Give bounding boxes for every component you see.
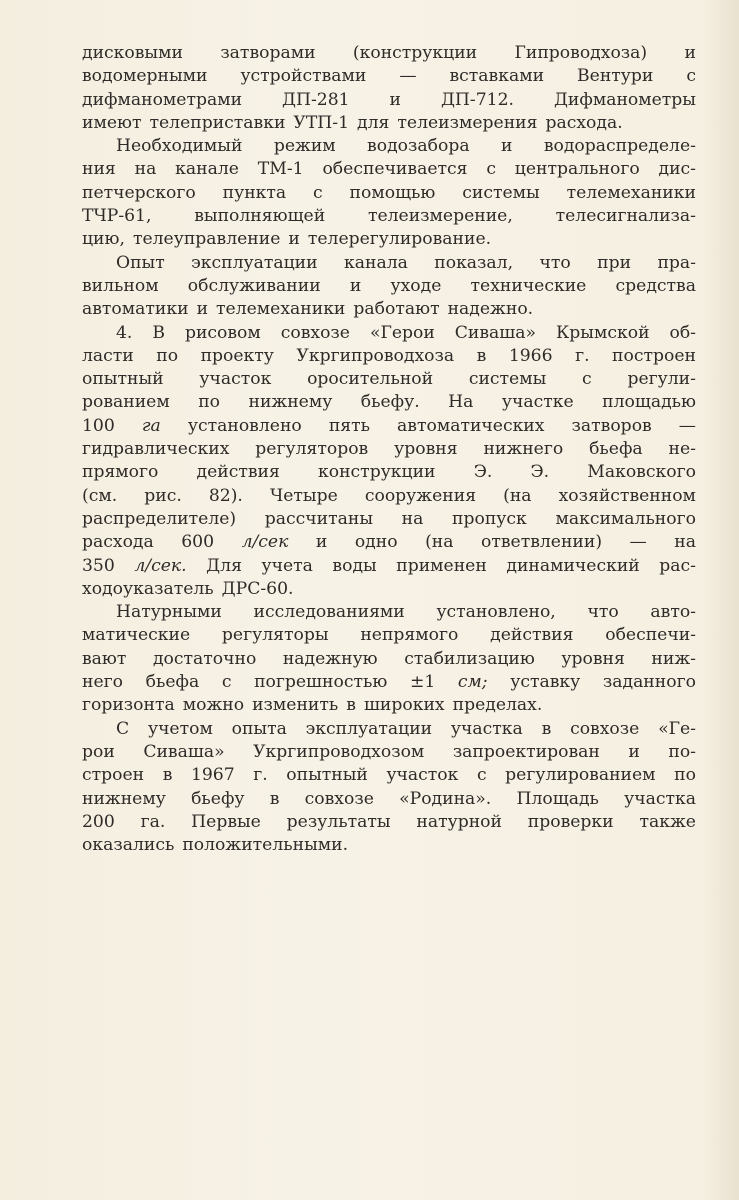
word: Сиваша» <box>143 741 225 762</box>
word: опыта <box>231 718 287 739</box>
word: нижнему <box>248 392 333 413</box>
word: положительными. <box>182 835 349 856</box>
word: также <box>639 811 696 832</box>
word: на <box>401 508 424 529</box>
word: совхозе <box>570 718 640 739</box>
word: горизонта <box>82 695 175 716</box>
word: телемеханики <box>216 299 346 320</box>
word: надежно. <box>447 299 534 320</box>
word: бьефа <box>589 439 643 460</box>
word: рованием <box>82 392 170 413</box>
text-line <box>82 275 696 298</box>
word: вильном <box>82 275 159 296</box>
word: ния <box>82 159 116 180</box>
word: — <box>629 532 647 553</box>
word: установлено <box>187 415 302 436</box>
word: и <box>628 741 640 762</box>
word: водозабора <box>367 136 470 157</box>
word: пределах. <box>452 695 543 716</box>
word: — <box>399 66 417 87</box>
word: в <box>162 765 173 786</box>
word: рассчитаны <box>264 508 373 529</box>
word: уровня <box>394 439 458 460</box>
word: затворами <box>220 43 316 63</box>
word: эксплуатации <box>305 718 433 739</box>
word: натурной <box>416 811 502 832</box>
word: с <box>476 765 487 786</box>
word: регулированием <box>505 765 656 786</box>
word: изменить <box>252 695 339 716</box>
text-line <box>82 648 696 671</box>
word: ТМ-1 <box>257 159 304 180</box>
word: по- <box>668 741 696 762</box>
word: совхозе <box>280 322 350 343</box>
word: режим <box>273 136 336 157</box>
word: автоматических <box>397 415 545 436</box>
word: него <box>82 672 123 693</box>
word: можно <box>182 695 245 716</box>
text-line <box>82 811 696 834</box>
text-line <box>82 508 696 531</box>
word: результаты <box>286 811 391 832</box>
word: 82). <box>208 485 243 506</box>
word: устройствами <box>240 66 367 87</box>
text-line <box>82 834 696 857</box>
word: и <box>315 532 328 553</box>
word: не- <box>668 439 696 460</box>
word: ласти <box>82 345 134 366</box>
word: погрешностью <box>254 672 388 693</box>
word: Четыре <box>269 485 338 506</box>
word: гидравлических <box>82 439 230 460</box>
text-line <box>82 135 696 158</box>
word: 4. <box>116 322 133 343</box>
text-line <box>82 531 696 554</box>
word: авто- <box>650 602 696 623</box>
word: ниж- <box>651 648 696 669</box>
word: телесигнализа- <box>555 206 696 227</box>
word: с <box>313 182 323 203</box>
word: 350 <box>82 555 115 576</box>
word: (на <box>503 485 532 506</box>
word: расхода. <box>545 112 623 133</box>
word: что <box>539 252 571 273</box>
word: бьефу <box>191 788 245 809</box>
word: регуляторов <box>255 439 369 460</box>
word: телеуправление <box>132 229 281 250</box>
text-line <box>82 578 696 601</box>
word: одно <box>354 532 398 553</box>
text-line <box>82 624 696 647</box>
word: «Ге- <box>658 718 696 739</box>
word: автоматики <box>82 299 189 320</box>
word: достаточно <box>152 648 257 669</box>
word: центрального <box>514 159 640 180</box>
word: хозяйственном <box>558 485 696 506</box>
word: Укргипроводхозом <box>253 741 425 762</box>
text-line <box>82 694 696 717</box>
word: конструкции <box>318 462 436 483</box>
word: бьефу. <box>360 392 420 413</box>
body-text <box>82 42 696 857</box>
text-line <box>82 112 696 135</box>
word: оказались <box>82 835 175 856</box>
word: распределителе) <box>82 508 237 529</box>
word: для <box>357 112 390 133</box>
word: широких <box>363 695 445 716</box>
word: канала <box>344 252 408 273</box>
word: действия <box>196 462 280 483</box>
word: технические <box>470 275 587 296</box>
text-line <box>82 438 696 461</box>
word: С <box>116 718 130 739</box>
text-line <box>82 42 696 65</box>
word: регуляторы <box>221 625 329 646</box>
word: построен <box>612 345 696 366</box>
word: сооружения <box>364 485 477 506</box>
word: на <box>674 532 696 553</box>
word: л/сек. <box>134 555 187 576</box>
word: обслуживании <box>187 275 321 296</box>
word: Сиваша» <box>454 322 537 343</box>
word: запроектирован <box>452 741 600 762</box>
word: максимального <box>555 508 696 529</box>
word: системы <box>462 182 540 203</box>
text-line <box>82 205 696 228</box>
word: площадью <box>602 392 696 413</box>
word: по <box>198 392 221 413</box>
word: установлено, <box>436 602 556 623</box>
text-line <box>82 415 696 438</box>
word: имеют <box>82 112 142 133</box>
word: цию, <box>82 229 125 250</box>
word: в <box>346 695 356 716</box>
word: применен <box>396 555 487 576</box>
word: с <box>686 66 696 87</box>
word: действия <box>490 625 574 646</box>
word: нижнего <box>483 439 564 460</box>
word: ходоуказатель <box>82 578 214 599</box>
word: Необходимый <box>116 136 243 157</box>
word: в <box>269 788 280 809</box>
word: Э. <box>473 462 493 483</box>
word: «Родина». <box>399 788 492 809</box>
word: матические <box>82 625 191 646</box>
word: (конструкции <box>352 43 478 63</box>
word: В <box>152 322 165 343</box>
word: Площадь <box>516 788 599 809</box>
word: опытный <box>286 765 368 786</box>
word: уровня <box>561 648 625 669</box>
text-line <box>82 322 696 345</box>
word: проверки <box>527 811 614 832</box>
word: ТЧР-61, <box>82 206 152 227</box>
word: петчерского <box>82 182 196 203</box>
text-line <box>82 65 696 88</box>
text-line <box>82 252 696 275</box>
word: проекту <box>200 345 274 366</box>
word: пра- <box>657 252 696 273</box>
word: рис. <box>144 485 182 506</box>
word: (на <box>425 532 454 553</box>
word: л/сек <box>241 532 289 553</box>
word: рас- <box>659 555 696 576</box>
text-line <box>82 741 696 764</box>
word: по <box>674 765 696 786</box>
word: «Герои <box>369 322 435 343</box>
word: что <box>587 602 619 623</box>
word: с <box>486 159 496 180</box>
word: телемеханики <box>566 182 696 203</box>
word: об- <box>669 322 696 343</box>
word: 1967 <box>190 765 235 786</box>
word: см; <box>457 672 488 693</box>
text-line <box>82 601 696 624</box>
word: Первые <box>191 811 261 832</box>
word: водораспределе- <box>543 136 696 157</box>
word: ДРС-60. <box>221 578 294 599</box>
word: телеприставки <box>149 112 286 133</box>
word: расхода <box>82 532 154 553</box>
word: Укргипроводхоза <box>296 345 455 366</box>
word: ±1 <box>409 672 436 693</box>
word: и <box>500 136 513 157</box>
word: учетом <box>147 718 213 739</box>
text-line <box>82 158 696 181</box>
word: помощью <box>349 182 436 203</box>
word: ответвлении) <box>480 532 603 553</box>
word: водомерными <box>82 66 208 87</box>
text-line <box>82 298 696 321</box>
word: Дифманометры <box>553 89 696 110</box>
word: На <box>448 392 474 413</box>
word: в <box>476 345 487 366</box>
text-line <box>82 391 696 414</box>
word: бьефа <box>145 672 200 693</box>
word: 600 <box>181 532 215 553</box>
word: при <box>597 252 632 273</box>
text-line <box>82 555 696 578</box>
word: оросительной <box>307 369 434 390</box>
text-line <box>82 718 696 741</box>
word: и <box>288 229 300 250</box>
text-line <box>82 764 696 787</box>
word: дис- <box>658 159 696 180</box>
word: совхозе <box>304 788 374 809</box>
word: рои <box>82 741 115 762</box>
word: вставками <box>449 66 545 87</box>
word: уставку <box>510 672 581 693</box>
word: нижнему <box>82 788 166 809</box>
word: регули- <box>627 369 696 390</box>
text-line <box>82 182 696 205</box>
word: участок <box>386 765 459 786</box>
text-line <box>82 671 696 694</box>
word: пропуск <box>452 508 527 529</box>
word: выполняющей <box>194 206 326 227</box>
word: в <box>541 718 552 739</box>
word: системы <box>468 369 547 390</box>
word: и <box>684 43 696 63</box>
word: показал, <box>434 252 514 273</box>
word: обеспечи- <box>605 625 696 646</box>
word: участка <box>624 788 696 809</box>
word: Маковского <box>587 462 696 483</box>
word: УТП-1 <box>293 112 350 133</box>
word: исследованиями <box>253 602 405 623</box>
word: прямого <box>82 462 159 483</box>
word: на <box>134 159 157 180</box>
word: участка <box>450 718 523 739</box>
word: Натурными <box>116 602 222 623</box>
word: телеизмерения <box>397 112 538 133</box>
word: дифманометрами <box>82 89 243 110</box>
word: Для <box>206 555 242 576</box>
word: надежную <box>282 648 378 669</box>
word: пункта <box>222 182 287 203</box>
word: (см. <box>82 485 118 506</box>
word: средства <box>615 275 696 296</box>
text-line <box>82 89 696 112</box>
text-line <box>82 228 696 251</box>
word: Опыт <box>116 252 165 273</box>
word: и <box>349 275 362 296</box>
word: Гипроводхоза) <box>514 43 648 63</box>
word: 100 <box>82 415 115 436</box>
word: телерегулирование. <box>307 229 492 250</box>
word: га <box>141 415 161 436</box>
word: ДП-281 <box>282 89 350 110</box>
word: канале <box>175 159 239 180</box>
word: обеспечивается <box>322 159 468 180</box>
word: воды <box>332 555 377 576</box>
word: по <box>156 345 179 366</box>
word: пять <box>328 415 370 436</box>
word: 200 <box>82 811 115 832</box>
word: уходе <box>390 275 442 296</box>
text-line <box>82 788 696 811</box>
word: г. <box>253 765 268 786</box>
word: г. <box>575 345 590 366</box>
text-line <box>82 485 696 508</box>
word: телеизмерение, <box>367 206 513 227</box>
word: динамический <box>506 555 640 576</box>
word: участке <box>501 392 574 413</box>
word: ДП-712. <box>440 89 514 110</box>
text-line <box>82 345 696 368</box>
word: непрямого <box>360 625 459 646</box>
word: вают <box>82 648 127 669</box>
text-line <box>82 368 696 391</box>
word: стабилизацию <box>404 648 535 669</box>
word: заданного <box>602 672 696 693</box>
word: участок <box>199 369 272 390</box>
word: с <box>582 369 592 390</box>
word: опытный <box>82 369 164 390</box>
word: Вентури <box>577 66 654 87</box>
word: дисковыми <box>82 43 183 63</box>
word: Э. <box>530 462 550 483</box>
word: — <box>678 415 696 436</box>
word: учета <box>261 555 313 576</box>
word: эксплуатации <box>191 252 318 273</box>
word: рисовом <box>184 322 261 343</box>
word: и <box>196 299 209 320</box>
word: га. <box>140 811 166 832</box>
word: затворов <box>571 415 652 436</box>
word: строен <box>82 765 145 786</box>
word: Крымской <box>556 322 650 343</box>
word: работают <box>353 299 440 320</box>
word: 1966 <box>508 345 553 366</box>
word: и <box>389 89 401 110</box>
word: с <box>221 672 232 693</box>
text-line <box>82 461 696 484</box>
